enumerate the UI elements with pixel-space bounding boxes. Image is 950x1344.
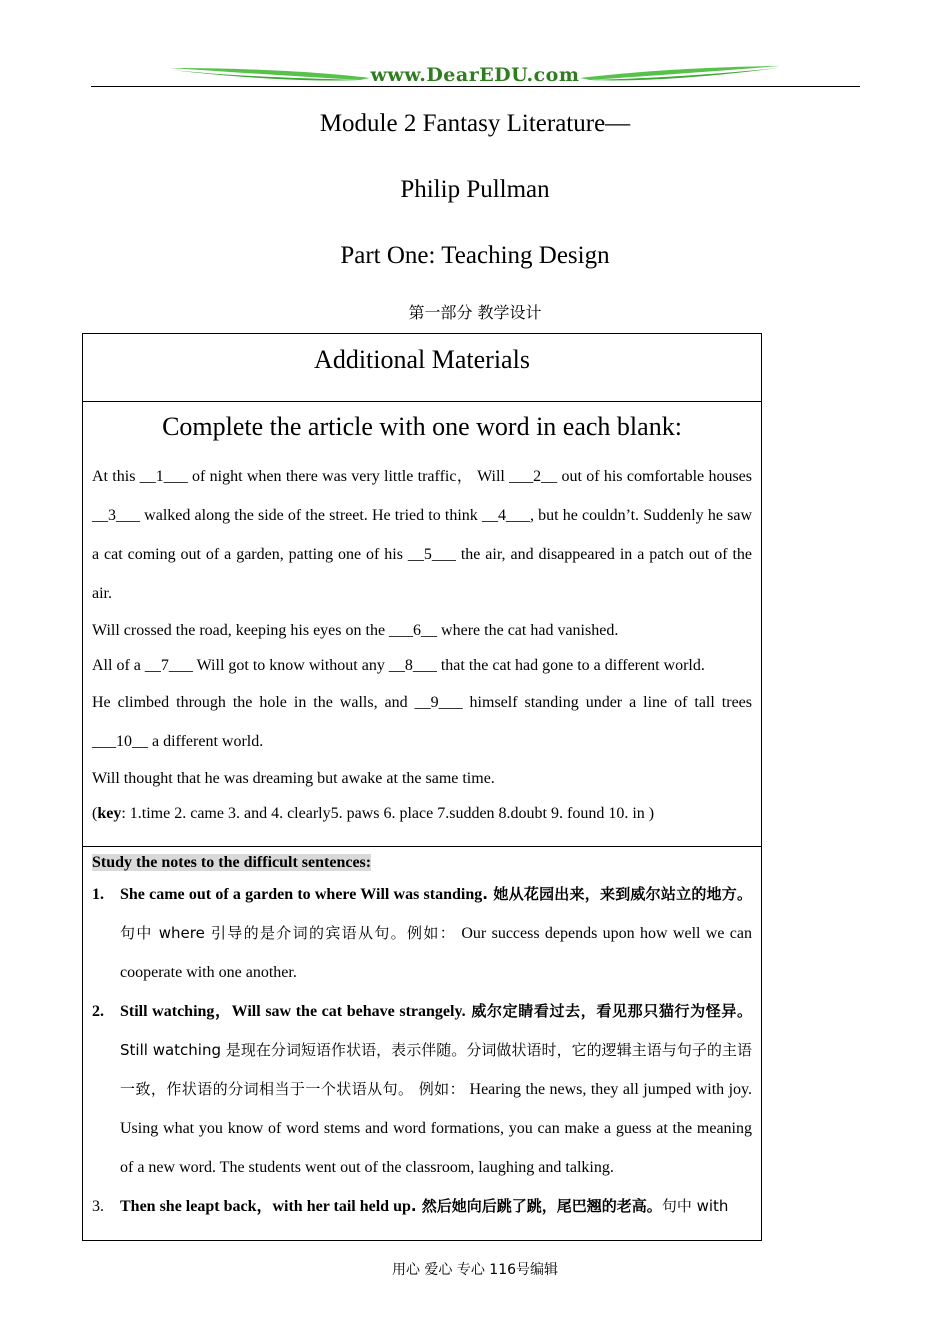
- answer-key-open: (: [92, 805, 98, 822]
- note-explanation: Still watching 是现在分词短语作状语，表示伴随。分词做状语时，它的逻辑主语与句子的主语一致，作状语的分词相当于一个状语从句。 例如：: [120, 1041, 752, 1098]
- note-item-1: [92, 875, 752, 992]
- note-sentence: Still watching，Will saw the cat behave strangely.: [120, 1003, 466, 1020]
- note-sentence: She came out of a garden to where Will was standing: [120, 886, 483, 903]
- note-explanation: 句中 with: [661, 1197, 729, 1215]
- note-translation: . 然后她向后跳了跳，尾巴翘的老高。: [410, 1197, 662, 1215]
- part-title: Part One: Teaching Design: [340, 242, 610, 269]
- module-title: Module 2 Fantasy Literature—: [319, 110, 631, 137]
- exercise-paragraph-3: All of a __7___ Will got to know without any __8___ that the cat had gone to a different world.: [92, 657, 705, 674]
- materials-table: [82, 333, 762, 1241]
- answer-key-label: key: [97, 805, 122, 822]
- page-footer: 用心 爱心 专心 116号编辑: [391, 1262, 559, 1278]
- note-number: 2.: [92, 1003, 104, 1020]
- note-number: 3.: [92, 1198, 104, 1215]
- note-sentence: Then she leapt back，with her tail held up: [120, 1198, 411, 1215]
- exercise-paragraph-1: At this __1___ of night when there was very little traffic， Will ___2__ out of his comfortable houses __3___ walked along the side of the street. He tried to think __4___, but he couldn’t. Suddenly he saw a cat coming out of a garden, patting one of his __5___ the air, and disappeared in a patch out of the air.: [92, 468, 752, 602]
- notes-title: [92, 851, 752, 875]
- answer-key: [92, 796, 752, 831]
- note-item-2: [92, 992, 752, 1187]
- note-explanation: 句中 where 引导的是介词的宾语从句。例如：: [120, 924, 457, 942]
- exercise-paragraph-4: He climbed through the hole in the walls, and __9___ himself standing under a line of tall trees ___10__ a different world.: [92, 694, 752, 750]
- part-subtitle-cn: 第一部分 教学设计: [408, 303, 542, 322]
- note-example: Our success depends upon how well we can cooperate with one another.: [120, 925, 752, 981]
- note-number: 1.: [92, 886, 104, 903]
- table-heading: Additional Materials: [83, 334, 761, 402]
- banner-url-text: www.DearEDU.com: [370, 64, 580, 86]
- exercise-title: Complete the article with one word in each blank:: [162, 412, 682, 441]
- notes-cell: [83, 851, 761, 1226]
- author-title: Philip Pullman: [400, 176, 550, 203]
- answer-key-text: : 1.time 2. came 3. and 4. clearly5. paws 6. place 7.sudden 8.doubt 9. found 10. in ): [121, 805, 655, 822]
- exercise-paragraph-2: Will crossed the road, keeping his eyes on the ___6__ where the cat had vanished.: [92, 622, 619, 639]
- note-item-3: [92, 1187, 752, 1226]
- notes-title-text: Study the notes to the difficult sentences:: [92, 854, 372, 871]
- exercise-paragraph-5: Will thought that he was dreaming but awake at the same time.: [92, 770, 495, 787]
- note-translation: 威尔定睛看过去，看见那只猫行为怪异。: [465, 1002, 752, 1020]
- site-banner: [170, 62, 780, 88]
- exercise-cell: [83, 412, 761, 847]
- note-translation: . 她从花园出来，来到威尔站立的地方。: [482, 885, 752, 903]
- note-example: Hearing the news, they all jumped with joy. Using what you know of word stems and word formations, you can make a guess at the meaning of a new word. The students went out of the classroom, laughing and talking.: [120, 1081, 753, 1176]
